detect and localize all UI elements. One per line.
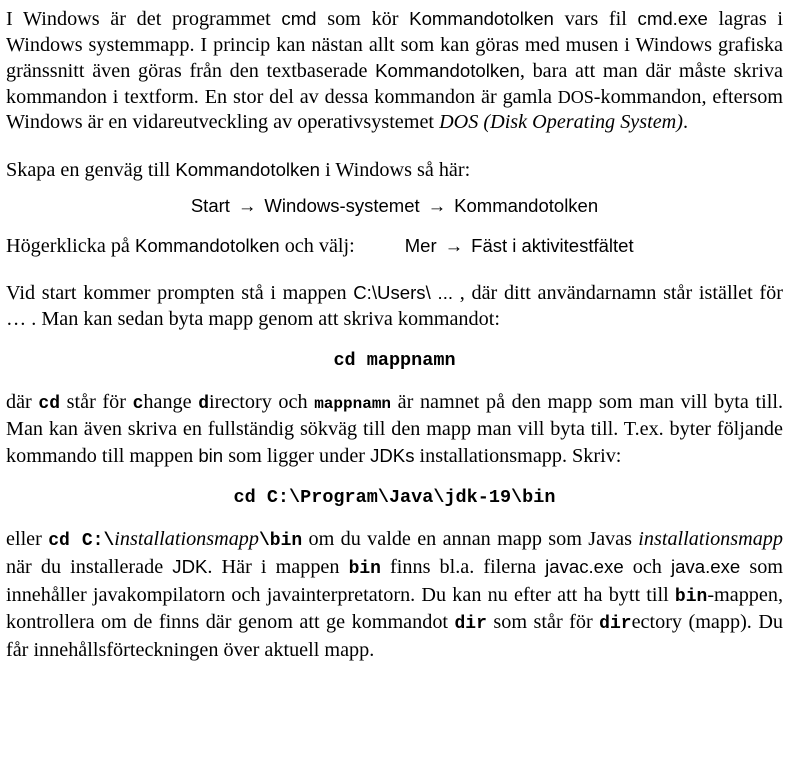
code-bin: bin — [674, 586, 708, 607]
paragraph-shortcut — [6, 157, 783, 184]
paragraph-prompt — [6, 280, 783, 332]
arrow-right-icon: → — [237, 195, 257, 216]
dos-definition: DOS (Disk Operating System) — [439, 111, 683, 133]
code-cd-c: cd C:\ — [48, 530, 115, 551]
text: , bara att man där måste skriva kommandon i textform. En stor del av dessa kommandon är gamla — [6, 60, 783, 108]
code-cd-mappnamn: cd mappnamn — [333, 350, 456, 371]
text: irectory och — [209, 390, 315, 413]
text: Högerklicka på — [6, 234, 135, 257]
text: -mappen, kontrollera om de finns där genom att ge kommandot — [6, 583, 783, 633]
document-page — [6, 6, 783, 663]
text: när du installerade — [6, 556, 173, 578]
filename-java-exe: java.exe — [671, 556, 741, 577]
menu-step-fast: Fäst i aktivitestfältet — [471, 234, 634, 256]
text: installationsmapp. Skriv: — [414, 444, 622, 467]
program-name-cmd: cmd — [281, 8, 317, 29]
text: . Här i mappen — [207, 556, 349, 578]
arrow-right-icon: → — [427, 195, 447, 216]
text: vars fil — [553, 8, 638, 30]
paragraph-intro — [6, 6, 783, 136]
text: och välj: — [279, 234, 355, 257]
text: . — [682, 111, 689, 133]
jdk-term: JDK — [172, 556, 208, 577]
path-users: C:\Users\ ... — [353, 282, 454, 303]
text: -kommandon, eftersom Windows är en vidareutveckling av operativsystemet — [6, 85, 783, 133]
text: är namnet på den mapp som man vill byta till. Man kan även skriva en fullständig sökväg till den mapp man vill byta till. T.ex. byter följande kommando till mappen — [6, 390, 783, 467]
filename-javac-exe: javac.exe — [545, 556, 624, 577]
text: där — [6, 390, 39, 413]
code-mappnamn: mappnamn — [314, 394, 392, 413]
text: eller — [6, 527, 49, 550]
text: som kör — [316, 8, 410, 30]
code-cd-jdk-bin: cd C:\Program\Java\jdk-19\bin — [233, 487, 556, 508]
text: I Windows är det programmet — [6, 8, 282, 30]
folder-bin: bin — [198, 444, 224, 466]
text: , där ditt användarnamn står istället för … . Man kan sedan byta mapp genom att skriva kommandot: — [6, 282, 783, 330]
text: som innehåller javakompilatorn och javainterpretatorn. Du kan nu efter att ha bytt till — [6, 556, 784, 606]
code-d: d — [198, 393, 210, 414]
path-step-start: Start — [190, 195, 230, 216]
text: hange — [143, 390, 199, 413]
text: som ligger under — [223, 444, 371, 467]
menu-step-mer: Mer — [404, 234, 437, 256]
text: Vid start kommer prompten stå i mappen — [6, 282, 354, 304]
text: ectory (mapp). Du får innehållsförteckningen över aktuell mapp. — [6, 611, 783, 661]
text: finns bl.a. filerna — [380, 556, 546, 578]
installationsmapp-term: installationsmapp — [638, 527, 783, 550]
context-menu-path — [405, 235, 634, 256]
code-cd: cd — [38, 393, 61, 414]
menu-path — [6, 193, 783, 219]
path-step-kommandotolken: Kommandotolken — [454, 195, 599, 216]
text: och — [623, 556, 671, 578]
code-dir: dir — [599, 614, 632, 634]
kommandotolken-term: Kommandotolken — [409, 8, 554, 29]
text: som står för — [486, 611, 600, 633]
text: lagras i Windows systemmapp. I princip kan nästan allt som kan göras med musen i Windows grafiska gränssnitt även göras från den textbaserade — [6, 8, 784, 82]
kommandotolken-term: Kommandotolken — [134, 234, 280, 256]
kommandotolken-term: Kommandotolken — [375, 60, 520, 81]
text: står för — [60, 390, 133, 413]
path-step-windows-systemet: Windows-systemet — [264, 195, 420, 216]
code-c: c — [132, 393, 144, 414]
paragraph-pin — [6, 233, 783, 260]
text: Skapa en genväg till — [6, 158, 176, 181]
text: om du valde en annan mapp som Javas — [302, 527, 639, 550]
code-bin: \bin — [258, 530, 303, 551]
arrow-right-icon: → — [444, 234, 464, 256]
code-dir: dir — [454, 614, 487, 634]
code-bin: bin — [348, 559, 381, 579]
dos-term: DOS — [557, 86, 594, 107]
paragraph-cd-explain — [6, 390, 783, 470]
paragraph-bin-contents — [6, 527, 783, 664]
jdks-term: JDKs — [370, 444, 415, 466]
kommandotolken-term: Kommandotolken — [175, 158, 321, 180]
installationsmapp-term: installationsmapp — [114, 527, 259, 550]
text: i Windows så här: — [320, 158, 471, 181]
filename-cmd-exe: cmd.exe — [637, 8, 708, 29]
